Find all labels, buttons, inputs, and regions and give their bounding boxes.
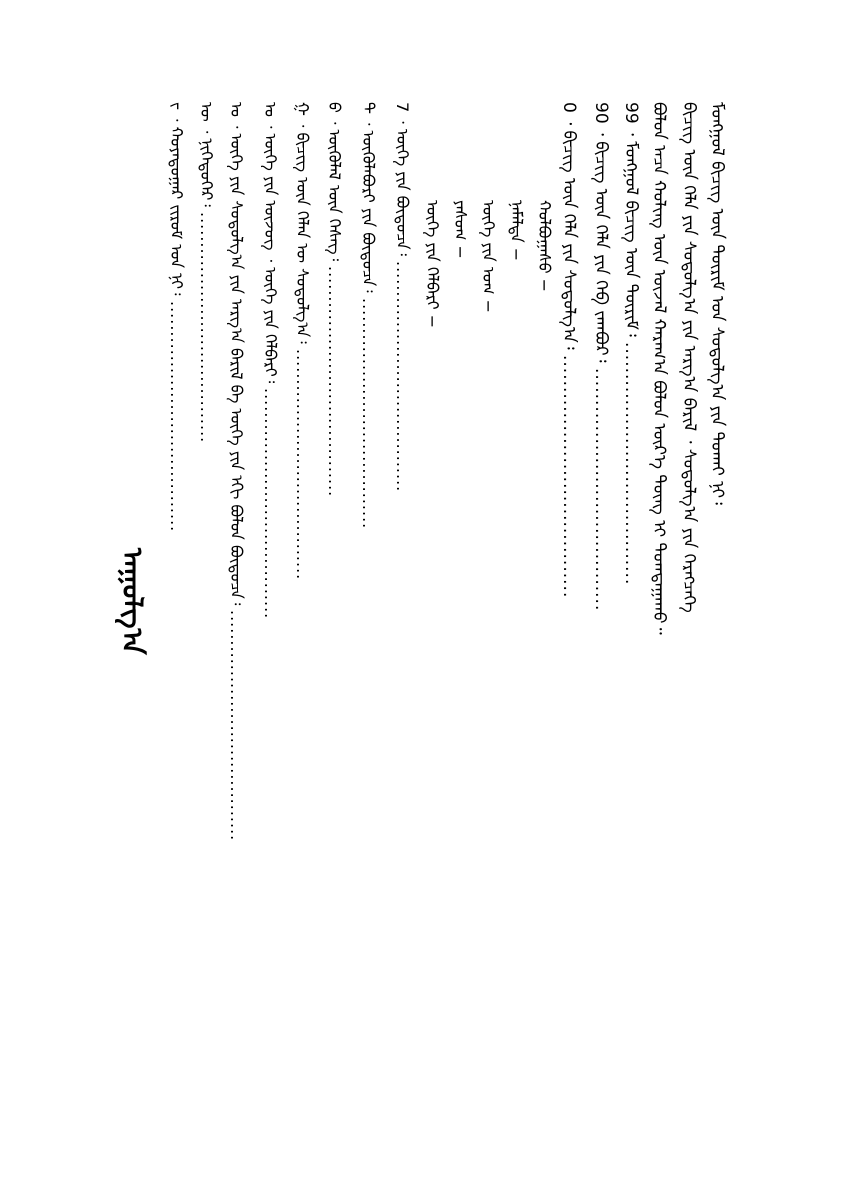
toc-item-4-label: ᠤ ᠂ ᠦᠭᠡ ᠶᠢᠨ ᠰᠤᠳᠤᠯᠭ᠎ᠠ ᠶᠢᠨ ᠠᠷᠭ᠎ᠠ ᠪᠠᠷᠢᠯ ᠪᠠ ᠦᠭᠡ ᠶᠢᠨ ᠡᠬᠢ ᠪᠣᠯᠤᠨ ᠪᠦᠲᠦᠴᠡ᠄ xyxy=(227,102,246,606)
toc-item-2 xyxy=(294,102,310,580)
toc-leader-dots: ...................................... xyxy=(559,355,579,599)
section-7-subitem: ᠬᠣᠯᠪᠣᠭᠠᠰᠤ − xyxy=(535,200,554,293)
toc-item-5 xyxy=(198,102,214,443)
question-90-label: 90 ᠂ ᠪᠢᠴᠢᠭ᠌ ᠦᠨ ᠬᠡᠯᠡ ᠶᠢᠨ ᠬᠡᠪ ᠵᠠᠭᠪᠤᠷ᠄ xyxy=(591,102,611,363)
toc-item-1-label: ᠪ ᠂ ᠦᠭᠦᠯᠡᠯ ᠦᠨ ᠬᠡᠰᠡᠭ᠄ xyxy=(325,102,344,262)
toc-item-6-label: ᠵ ᠂ ᠬᠣᠶᠠᠳᠤᠭᠠᠷ ᠵᠢᠷᠤᠮ ᠤᠨ ᠨᠢ᠄ xyxy=(167,102,186,296)
toc-item-2-label: ᠭ ᠂ ᠪᠢᠴᠢᠭ᠌ ᠦᠨ ᠬᠡᠯᠡᠨ ᠦ ᠰᠤᠳᠤᠯᠭ᠎ᠠ᠄ xyxy=(293,102,312,344)
toc-leader-dots: ...................................... xyxy=(261,388,280,620)
question-99-label: 99 ᠂ ᠮᠣᠩᠭᠣᠯ ᠪᠢᠴᠢᠭ ᠦᠨ ᠳᠦᠷᠢᠮ᠄ xyxy=(621,102,641,337)
toc-leader-dots: ...................................... xyxy=(393,261,412,493)
intro-line-2: ᠪᠢᠴᠢᠭ᠌ ᠦᠨ ᠬᠡᠯᠡ ᠶᠢᠨ ᠰᠤᠳᠤᠯᠭ᠎ᠠ ᠶᠢᠨ ᠠᠷᠭ᠎ᠠ ᠪᠠᠷᠢᠯ ᠂ ᠰᠤᠳᠤᠯᠭ᠎ᠠ ᠶᠢᠨ ᠬᠡᠷᠡᠭᠴᠡᠭᠡ xyxy=(679,102,699,613)
section-7-subitem: ᠨᠡᠮᠡᠯᠲᠡ − xyxy=(507,200,526,262)
toc-leader-dots: ...................................... xyxy=(591,367,611,612)
section-7-subitem: ᠶᠠᠰᠤᠭ − xyxy=(451,200,470,259)
toc-item-4 xyxy=(228,102,244,842)
toc-leader-dots: ...................................... xyxy=(167,300,186,532)
section-7-heading xyxy=(394,102,410,492)
toc-leader-dots: ...................................... xyxy=(325,266,344,498)
intro-line-3: ᠪᠣᠯᠤᠨ ᠠᠴᠠ ᠬᠤᠯᠢᠩ ᠦᠨ ᠦᠵᠡᠯ ᠬᠠᠷᠠᠭ᠎ᠠ ᠪᠣᠯᠤᠨ ᠦᠷ᠎ᠡ ᠳᠦᠩ ᠢ ᠲᠣᠭᠳᠠᠭᠠᠬᠤ᠃ xyxy=(649,102,669,635)
section-7-subitem: ᠦᠭᠡ ᠶᠢᠨ ᠤᠭ − xyxy=(479,200,498,313)
question-0 xyxy=(560,102,577,598)
toc-item-6 xyxy=(168,102,184,532)
toc-item-1 xyxy=(326,102,342,497)
section-7-subitem: ᠦᠭᠡ ᠶᠢᠨ ᠬᠡᠯᠪᠡᠷᠢ − xyxy=(423,200,442,329)
intro-line-1: ᠮᠣᠩᠭᠣᠯ ᠪᠢᠴᠢᠭ ᠦᠨ ᠳᠦᠷᠢᠮ ᠤᠨ ᠰᠤᠳᠤᠯᠭ᠎ᠠ ᠶᠢᠨ ᠲᠣᠬᠠᠢ ᠨᠢ᠄ xyxy=(707,102,727,505)
section-7-label: 7 ᠂ ᠦᠭᠡ ᠶᠢᠨ ᠪᠦᠲᠦᠴᠡ᠄ xyxy=(393,102,412,256)
toc-item-0-label: ᠲ ᠂ ᠦᠭᠦᠯᠡᠪᠦᠷᠢ ᠶᠢᠨ ᠪᠦᠲᠦᠴᠡ᠄ xyxy=(359,102,378,293)
toc-item-3-label: ᠣ ᠂ ᠦᠭᠡ ᠶᠢᠨ ᠦᠵᠦᠭ ᠂ ᠦᠭᠡ ᠶᠢᠨ ᠬᠡᠯᠪᠡᠷᠢ᠄ xyxy=(261,102,280,384)
toc-item-3 xyxy=(262,102,278,620)
toc-item-0 xyxy=(360,102,376,529)
question-99 xyxy=(622,102,639,586)
question-90 xyxy=(592,102,609,611)
toc-leader-dots: ...................................... xyxy=(359,297,378,530)
question-0-label: 0 ᠂ ᠪᠢᠴᠢᠭ᠌ ᠦᠨ ᠬᠡᠯᠡ ᠶᠢᠨ ᠰᠤᠳᠤᠯᠭ᠎ᠠ᠄ xyxy=(559,102,579,350)
toc-leader-dots: ...................................... xyxy=(227,610,246,842)
toc-item-5-label: ᠦ ᠂ ᠨᠢᠭᠡᠳᠦᠭᠡᠷ᠄ xyxy=(197,102,216,207)
toc-leader-dots: ...................................... xyxy=(621,342,641,586)
page-title: ᠠᠭᠤᠯᠭ᠎ᠠ xyxy=(116,548,149,655)
toc-leader-dots: ...................................... xyxy=(293,348,312,581)
toc-leader-dots: ...................................... xyxy=(197,211,216,444)
